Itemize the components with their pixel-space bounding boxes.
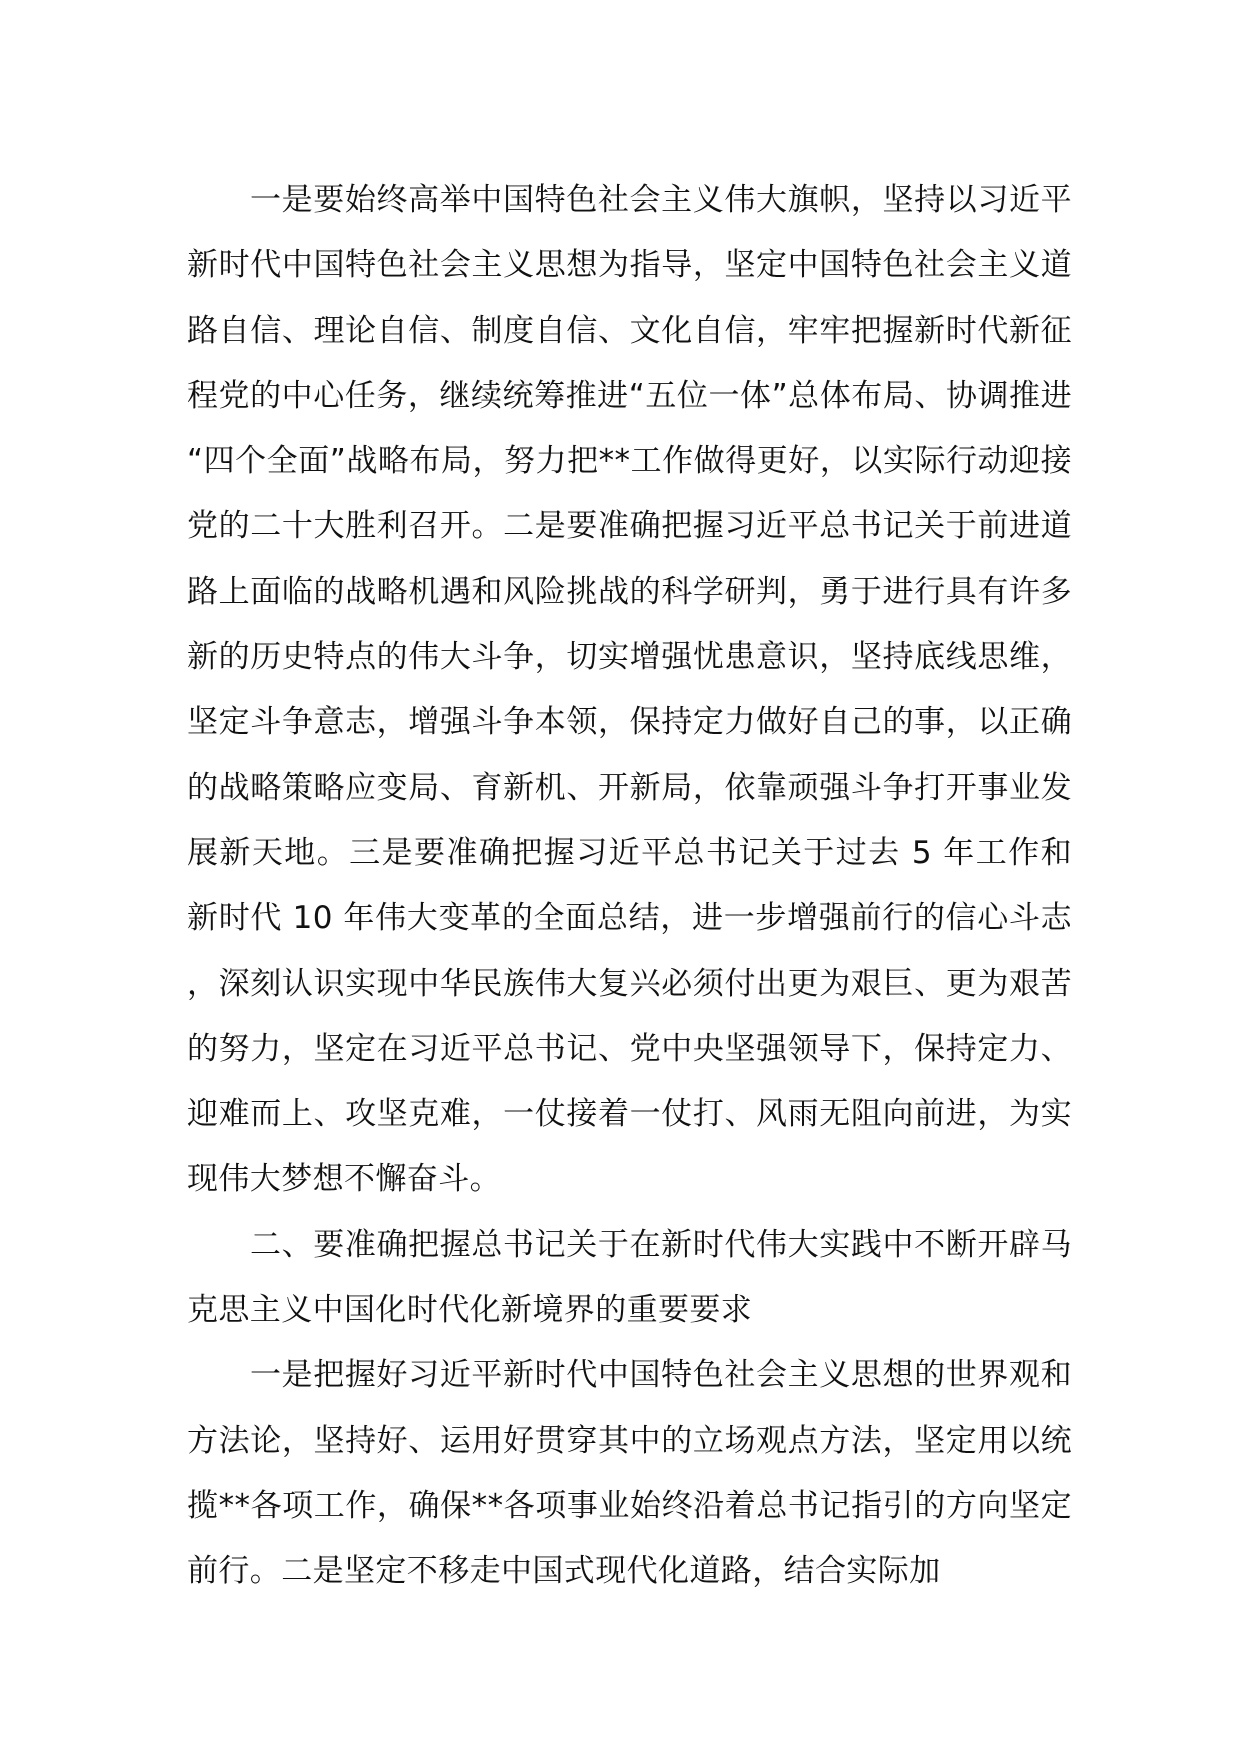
document-body xyxy=(187,168,1072,1605)
paragraph-section-two-points: 一是把握好习近平新时代中国特色社会主义思想的世界观和方法论，坚持好、运用好贯穿其中的立场观点方法，坚定用以统揽**各项工作，确保**各项事业始终沿着总书记指引的方向坚定前行。二是坚定不移走中国式现代化道路，结合实际加 xyxy=(187,1357,1072,1590)
section-heading-two: 二、要准确把握总书记关于在新时代伟大实践中不断开辟马克思主义中国化时代化新境界的重要要求 xyxy=(187,1226,1072,1329)
paragraph-intro-points: 一是要始终高举中国特色社会主义伟大旗帜，坚持以习近平新时代中国特色社会主义思想为指导，坚定中国特色社会主义道路自信、理论自信、制度自信、文化自信，牢牢把握新时代新征程党的中心任务，继续统筹推进“五位一体”总体布局、协调推进“四个全面”战略布局，努力把**工作做得更好，以实际行动迎接党的二十大胜利召开。二是要准确把握习近平总书记关于前进道路上面临的战略机遇和风险挑战的科学研判，勇于进行具有许多新的历史特点的伟大斗争，切实增强忧患意识，坚持底线思维，坚定斗争意志，增强斗争本领，保持定力做好自己的事，以正确的战略策略应变局、育新机、开新局，依靠顽强斗争打开事业发展新天地。三是要准确把握习近平总书记关于过去 5 年工作和新时代 10 年伟大变革的全面总结，进一步增强前行的信心斗志，深刻认识实现中华民族伟大复兴必须付出更为艰巨、更为艰苦的努力，坚定在习近平总书记、党中央坚强领导下，保持定力、迎难而上、攻坚克难，一仗接着一仗打、风雨无阻向前进，为实现伟大梦想不懈奋斗。 xyxy=(187,182,1072,1198)
